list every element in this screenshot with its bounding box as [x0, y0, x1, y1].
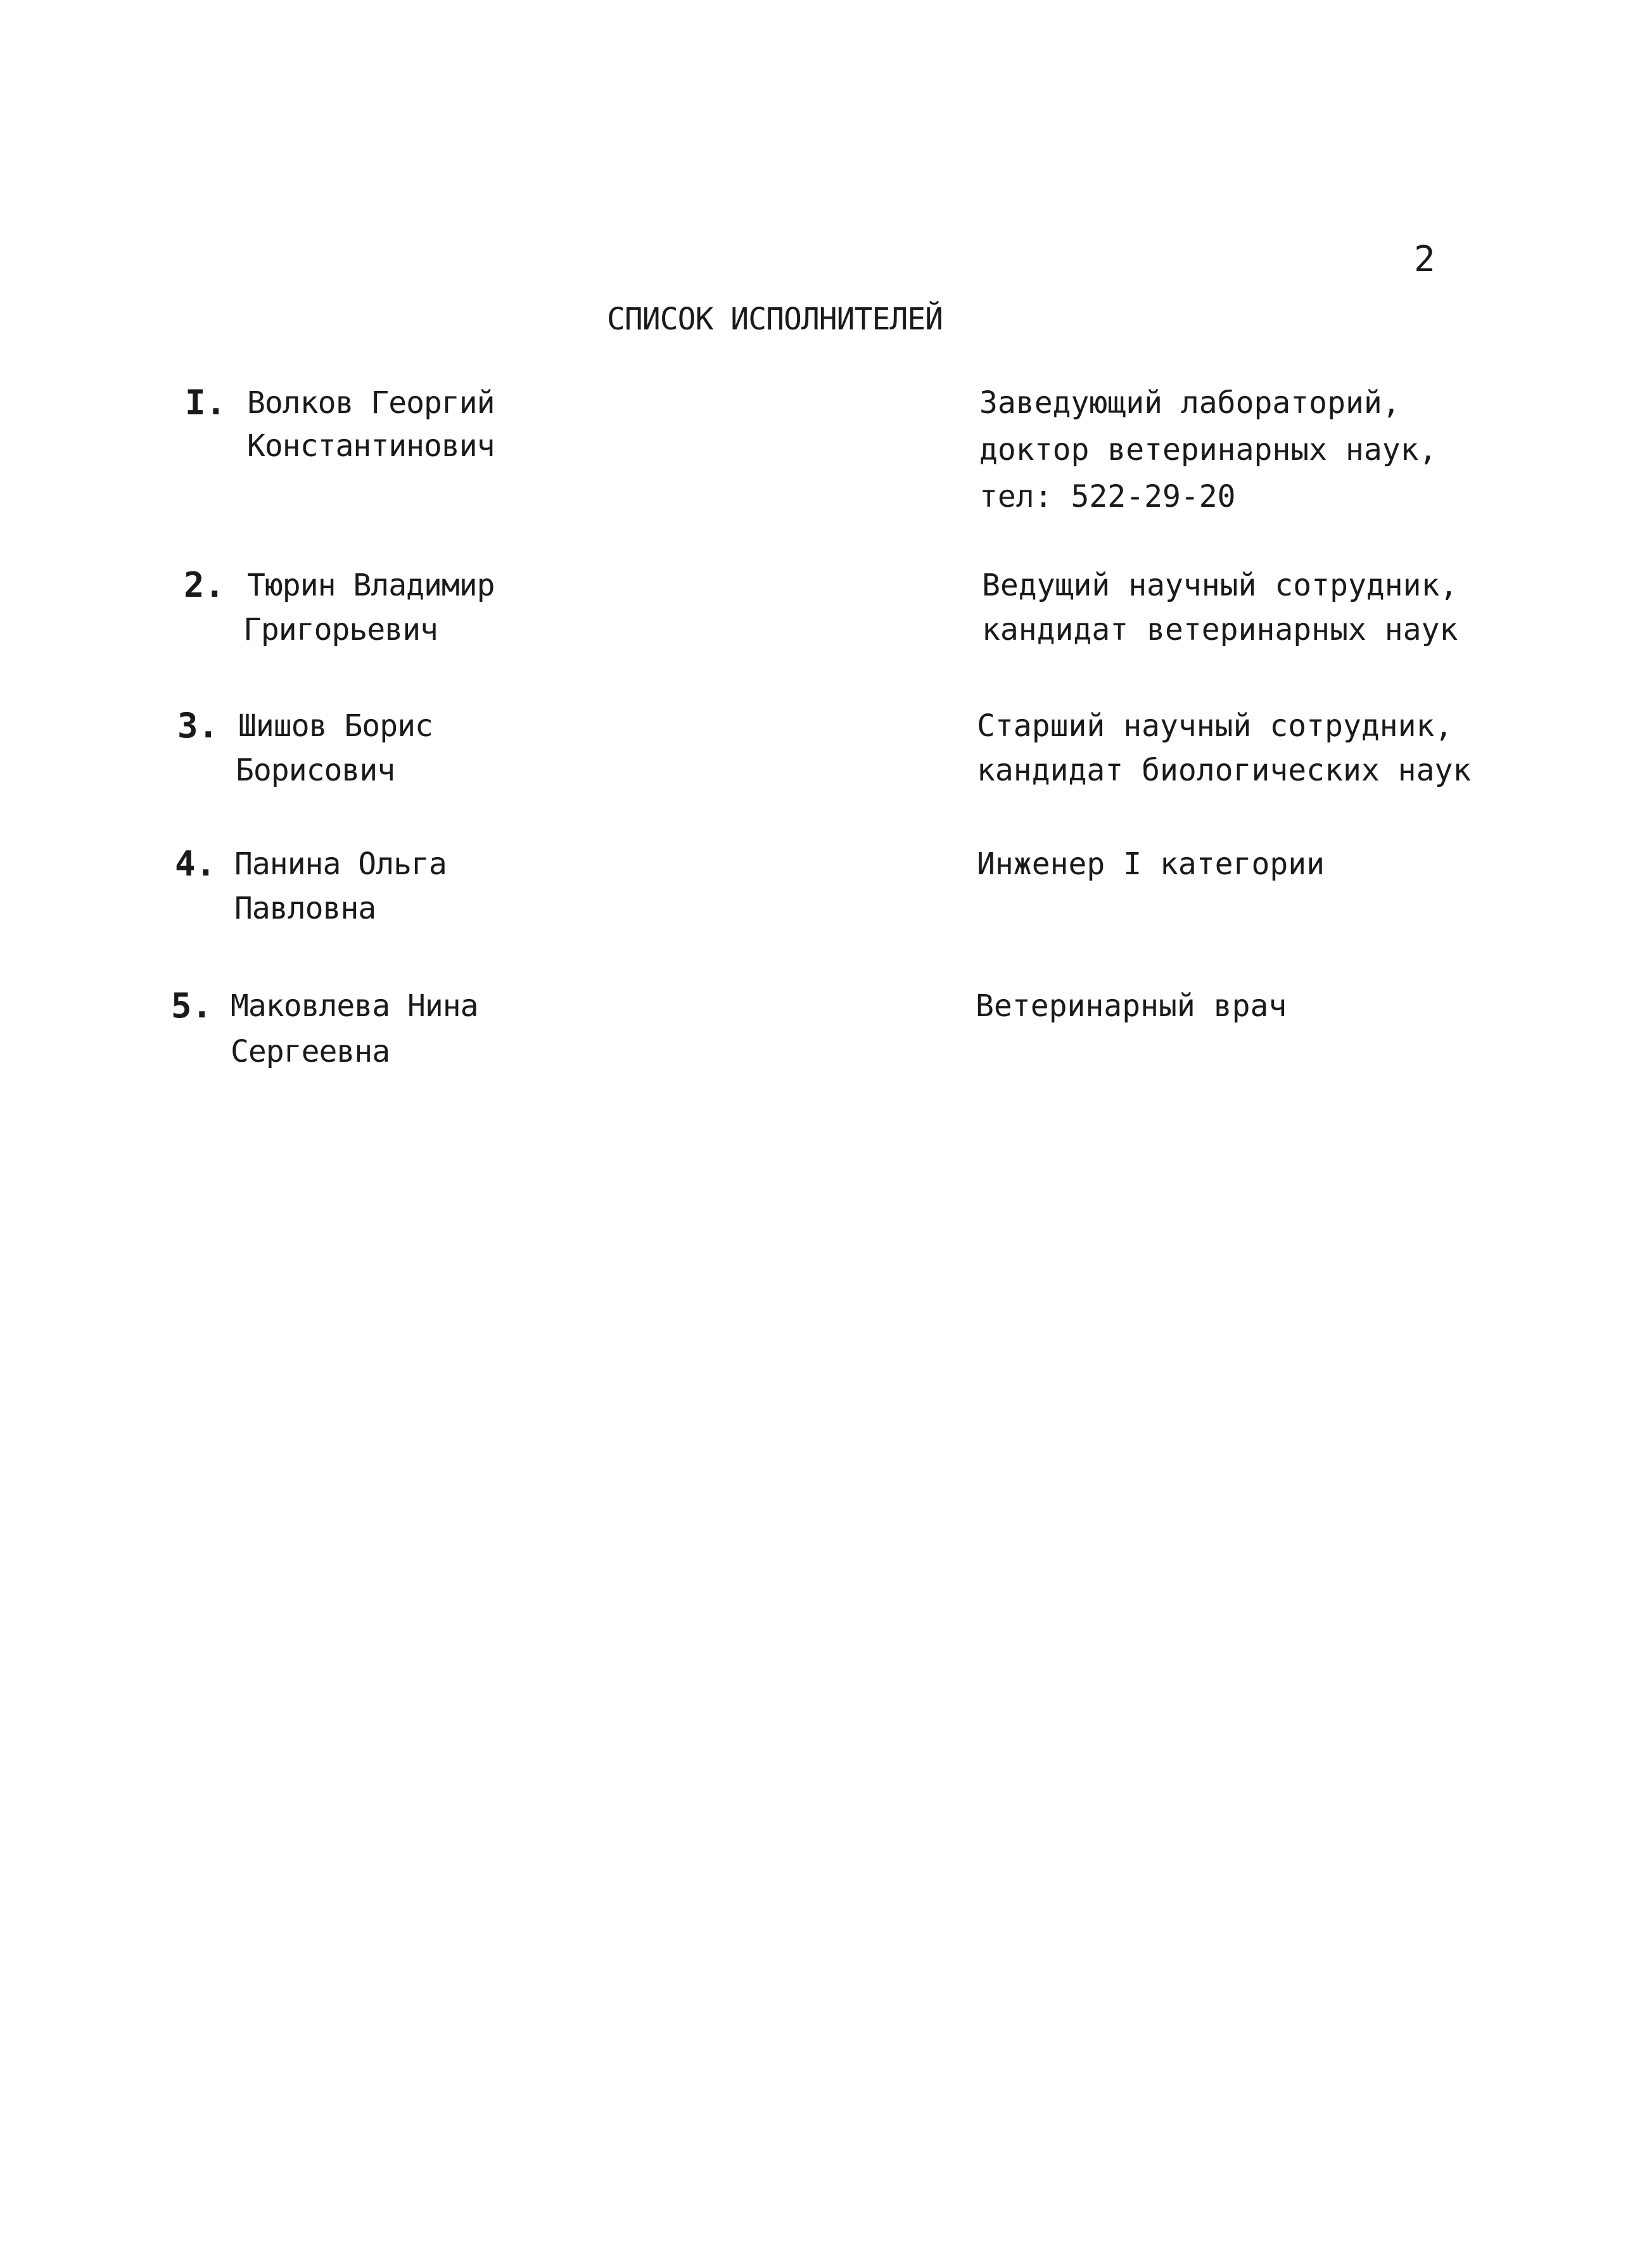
executor-number: 3. — [177, 706, 219, 746]
executor-role-line-1: Ведущий научный сотрудник, — [982, 568, 1458, 603]
executor-name-line-2: Павловна — [234, 891, 376, 926]
executor-number: 5. — [171, 986, 213, 1026]
executor-name-line-1: Тюрин Владимир — [247, 568, 495, 603]
executor-role-line-2: доктор ветеринарных наук, — [979, 432, 1437, 468]
executor-role-line-2: кандидат ветеринарных наук — [982, 612, 1458, 647]
executor-name-line-2: Григорьевич — [243, 612, 438, 647]
executor-role-line-1: Старший научный сотрудник, — [977, 708, 1453, 744]
executor-name-line-1: Шишов Борис — [238, 708, 433, 744]
executor-role-line-3: тел: 522-29-20 — [979, 479, 1236, 514]
executor-name-line-1: Маковлева Нина — [231, 988, 478, 1024]
executor-role-line-1: Инженер I категории — [977, 846, 1325, 882]
executor-name-line-1: Волков Георгий — [247, 385, 495, 421]
executor-number: 2. — [184, 565, 226, 605]
executor-role-line-2: кандидат биологических наук — [977, 753, 1472, 788]
executor-name-line-2: Борисович — [236, 753, 395, 788]
executor-name-line-2: Сергеевна — [231, 1034, 390, 1069]
document-title: СПИСОК ИСПОЛНИТЕЛЕЙ — [607, 302, 943, 337]
page-number: 2 — [1414, 239, 1435, 280]
executor-name-line-1: Панина Ольга — [234, 846, 447, 882]
executor-number: I. — [185, 383, 227, 423]
executor-role-line-1: Заведующий лабораторий, — [979, 385, 1401, 421]
executor-number: 4. — [175, 844, 217, 884]
executor-role-line-1: Ветеринарный врач — [976, 988, 1287, 1024]
executor-name-line-2: Константинович — [247, 428, 495, 464]
